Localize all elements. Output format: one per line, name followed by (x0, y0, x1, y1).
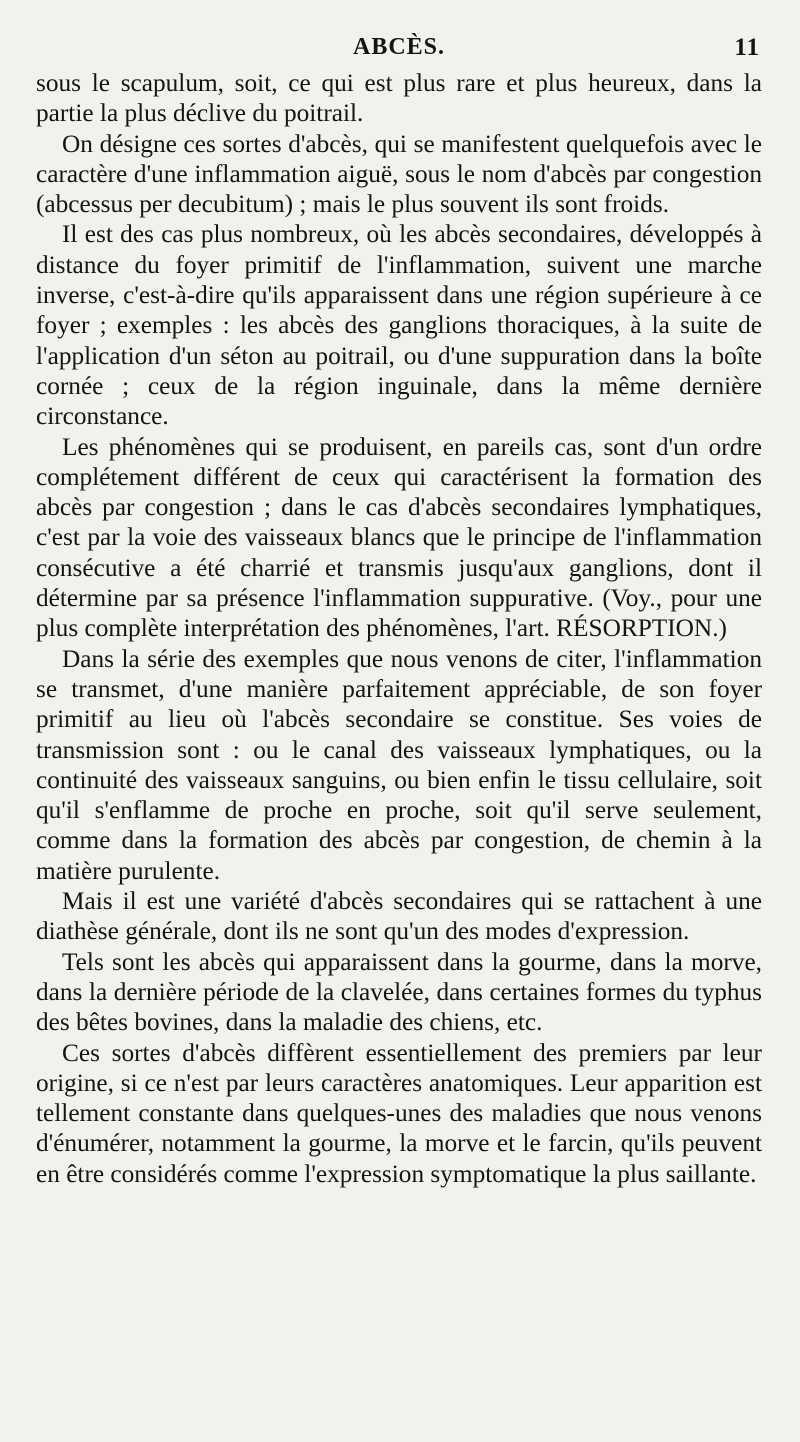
page-number: 11 (734, 34, 760, 61)
paragraph: Ces sortes d'abcès diffèrent essentiellement des premiers par leur origine, si ce n'est par leurs caractères anatomiques. Leur apparition est tellement constante dans quelques-unes des maladies que nous venons d'énumérer, notamment la gourme, la morve et le farcin, qu'ils peuvent en être considérés comme l'expression symptomatique la plus saillante. (36, 1038, 762, 1188)
body-text (36, 68, 762, 1189)
paragraph: On désigne ces sortes d'abcès, qui se manifestent quelquefois avec le caractère d'une inflammation aiguë, sous le nom d'abcès par congestion (abcessus per decubitum) ; mais le plus souvent ils sont froids. (36, 129, 762, 219)
running-title: ABCÈS. (352, 34, 446, 60)
paragraph: Les phénomènes qui se produisent, en pareils cas, sont d'un ordre complétement différent de ceux qui caractérisent la formation des abcès par congestion ; dans le cas d'abcès secondaires lymphatiques, c'est par la voie des vaisseaux blancs que le principe de l'inflammation consécutive a été charrié et transmis jusqu'aux ganglions, dont il détermine par sa présence l'inflammation suppurative. (Voy., pour une plus complète interprétation des phénomènes, l'art. RÉSORPTION.) (36, 432, 762, 643)
running-header (36, 28, 762, 68)
paragraph: sous le scapulum, soit, ce qui est plus rare et plus heureux, dans la partie la plus déclive du poitrail. (36, 69, 762, 128)
paragraph: Il est des cas plus nombreux, où les abcès secondaires, développés à distance du foyer primitif de l'inflammation, suivent une marche inverse, c'est-à-dire qu'ils apparaissent dans une région supérieure à ce foyer ; exemples : les abcès des ganglions thoraciques, à la suite de l'application d'un séton au poitrail, ou d'une suppuration dans la boîte cornée ; ceux de la région inguinale, dans la même dernière circonstance. (36, 220, 762, 431)
paragraph: Tels sont les abcès qui apparaissent dans la gourme, dans la morve, dans la dernière période de la clavelée, dans certaines formes du typhus des bêtes bovines, dans la maladie des chiens, etc. (36, 947, 762, 1037)
paragraph: Dans la série des exemples que nous venons de citer, l'inflammation se transmet, d'une manière parfaitement appréciable, de son foyer primitif au lieu où l'abcès secondaire se constitue. Ses voies de transmission sont : ou le canal des vaisseaux lymphatiques, ou la continuité des vaisseaux sanguins, ou bien enfin le tissu cellulaire, soit qu'il s'enflamme de proche en proche, soit qu'il serve seulement, comme dans la formation des abcès par congestion, de chemin à la matière purulente. (36, 644, 762, 885)
paragraph: Mais il est une variété d'abcès secondaires qui se rattachent à une diathèse générale, dont ils ne sont qu'un des modes d'expression. (36, 887, 762, 946)
